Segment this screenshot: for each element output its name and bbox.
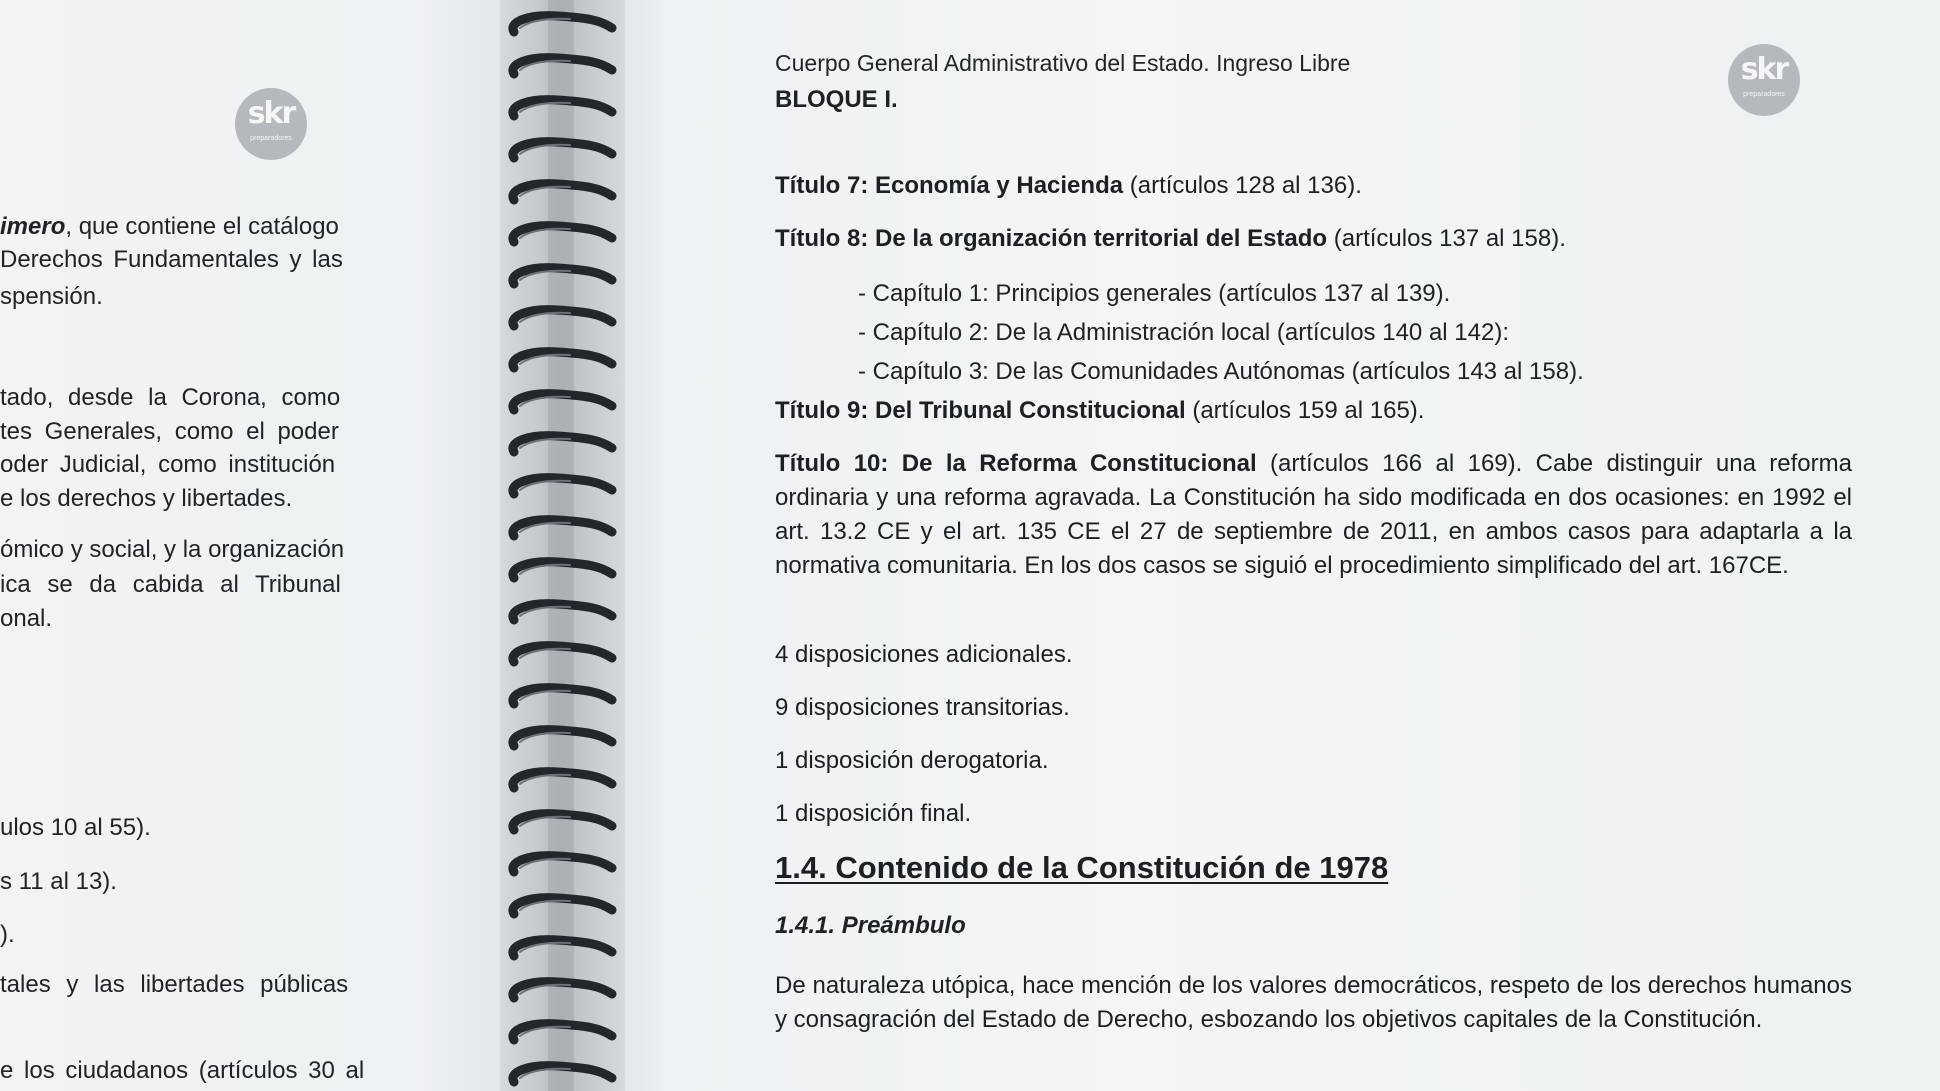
- document-header: Cuerpo General Administrativo del Estado. Ingreso Libre: [775, 50, 1351, 76]
- logo-mark: skr: [1740, 52, 1788, 87]
- titulo-8-heading: Título 8: De la organización territorial del Estado: [775, 225, 1328, 252]
- capitulo-3: - Capítulo 3: De las Comunidades Autónomas (artículos 143 al 158).: [858, 358, 1584, 385]
- left-line-4: tado, desde la Corona, como: [0, 384, 341, 411]
- text-fragment: , que contiene el catálogo: [65, 213, 339, 240]
- disposicion-final: 1 disposición final.: [775, 800, 972, 827]
- left-page: [0, 0, 525, 1091]
- skr-logo-left: [235, 88, 307, 160]
- left-line-9: ica se da cabida al Tribunal: [0, 571, 341, 598]
- titulo-7: [775, 169, 1852, 203]
- left-line-11: ulos 10 al 55).: [0, 814, 151, 841]
- titulo-7-heading: Título 7: Economía y Hacienda: [775, 172, 1124, 199]
- capitulo-2: - Capítulo 2: De la Administración local (artículos 140 al 142):: [858, 319, 1509, 346]
- titulo-8-articles: (artículos 137 al 158).: [1327, 225, 1566, 252]
- disposicion-derogatoria: 1 disposición derogatoria.: [775, 747, 1049, 774]
- skr-logo-right: [1728, 44, 1800, 116]
- disposiciones-adicionales: 4 disposiciones adicionales.: [775, 641, 1073, 668]
- logo-mark: skr: [247, 96, 295, 131]
- left-line-13: ).: [0, 921, 15, 948]
- bold-italic-fragment: imero: [0, 213, 66, 240]
- subsection-heading: 1.4.1. Preámbulo: [775, 912, 966, 939]
- left-line-8: ómico y social, y la organización: [0, 536, 345, 563]
- left-line-15: e los ciudadanos (artículos 30 al: [0, 1057, 365, 1084]
- titulo-7-articles: (artículos 128 al 136).: [1123, 172, 1362, 199]
- disposiciones-transitorias: 9 disposiciones transitorias.: [775, 694, 1070, 721]
- section-heading: 1.4. Contenido de la Constitución de 1978: [775, 850, 1389, 885]
- titulo-10-text: (artículos 166 al 169). Cabe distinguir una reforma ordinaria y una reforma agravada. La Constitución ha sido modificada en dos ocasiones: en 1992 el art. 13.2 CE y el art. 135 CE el 27 de septiembre de 2011, en ambos casos para adaptarla a la normativa comunitaria. En los dos casos se siguió el procedimiento simplificado del art. 167CE.: [775, 450, 1852, 579]
- preambulo-paragraph: De naturaleza utópica, hace mención de los valores democráticos, respeto de los derechos humanos y consagración del Estado de Derecho, esbozando los objetivos capitales de la Constitución.: [775, 972, 1852, 1033]
- left-line-12: s 11 al 13).: [0, 868, 117, 895]
- left-line-7: e los derechos y libertades.: [0, 485, 293, 512]
- left-line-5: tes Generales, como el poder: [0, 418, 339, 445]
- left-line-1: [0, 210, 339, 244]
- left-line-6: oder Judicial, como institución: [0, 451, 336, 478]
- spiral-binding: [500, 0, 625, 1091]
- titulo-9-heading: Título 9: Del Tribunal Constitucional: [775, 397, 1186, 424]
- left-line-2: Derechos Fundamentales y las: [0, 246, 343, 273]
- left-line-14: tales y las libertades públicas: [0, 971, 349, 998]
- titulo-9: [775, 394, 1852, 428]
- titulo-10-heading: Título 10: De la Reforma Constitucional: [775, 450, 1257, 477]
- capitulo-1: - Capítulo 1: Principios generales (artículos 137 al 139).: [858, 280, 1451, 307]
- titulo-9-articles: (artículos 159 al 165).: [1185, 397, 1425, 424]
- left-line-10: onal.: [0, 605, 53, 632]
- left-line-3: spensión.: [0, 283, 103, 310]
- titulo-8: [775, 222, 1852, 256]
- logo-sub: preparadores: [1743, 91, 1785, 98]
- bloque-label: BLOQUE I.: [775, 86, 898, 113]
- logo-sub: preparadores: [250, 135, 292, 142]
- titulo-10-paragraph: [775, 447, 1852, 583]
